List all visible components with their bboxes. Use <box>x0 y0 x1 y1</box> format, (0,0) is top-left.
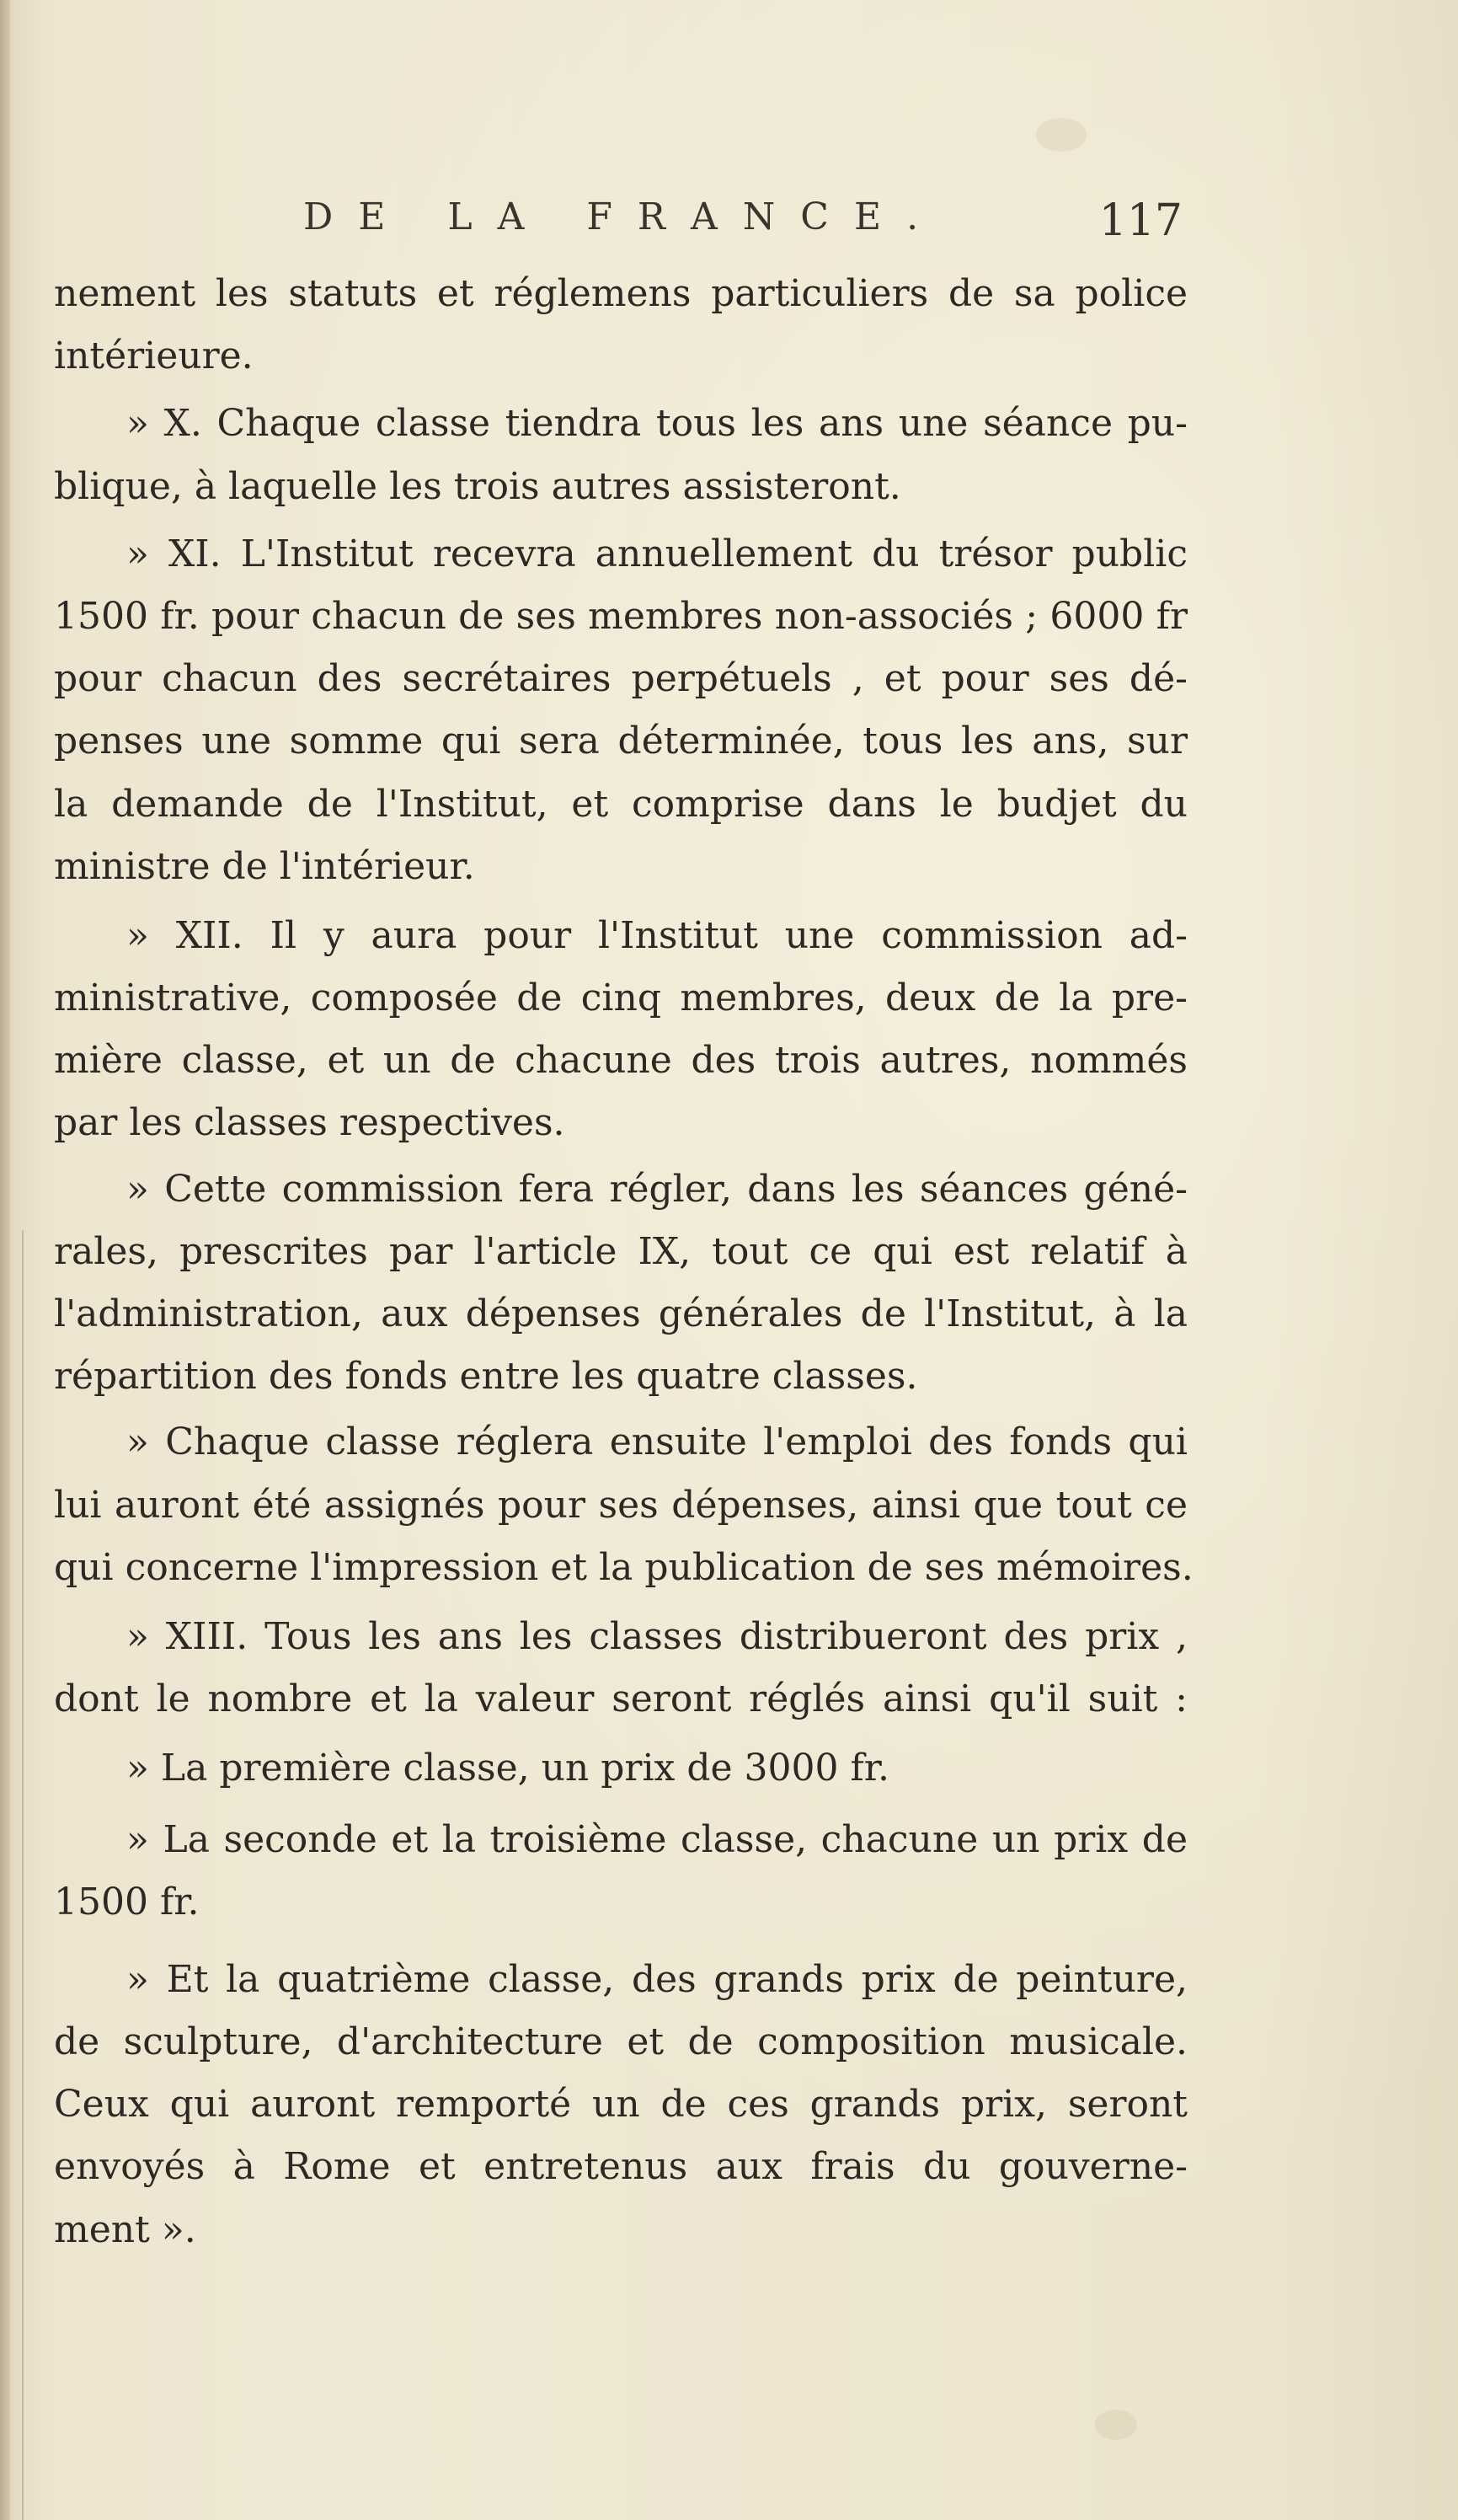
text-line: » Cette commission fera régler, dans les séances géné- <box>126 1167 1188 1211</box>
text-line: mière classe, et un de chacune des trois autres, nommés <box>54 1039 1188 1083</box>
text-line: penses une somme qui sera déterminée, tous les ans, sur <box>54 720 1188 763</box>
running-title: DE LA FRANCE. <box>303 195 944 238</box>
text-line: » XI. L'Institut recevra annuellement du trésor public <box>126 532 1188 575</box>
text-line: » La seconde et la troisième classe, chacune un prix de <box>126 1817 1188 1861</box>
text-line: répartition des fonds entre les quatre classes. <box>54 1355 918 1399</box>
text-line: » Chaque classe réglera ensuite l'emploi des fonds qui <box>126 1421 1188 1464</box>
text-line: qui concerne l'impression et la publication de ses mémoires. <box>54 1545 1194 1589</box>
text-line: blique, à laquelle les trois autres assisteront. <box>54 464 901 508</box>
text-line: intérieure. <box>54 334 254 378</box>
text-line: nement les statuts et réglemens particuliers de sa police <box>54 272 1188 315</box>
foxing-spot <box>1036 118 1087 152</box>
binding-edge <box>0 0 10 2520</box>
running-head <box>303 195 1183 254</box>
text-line: ministrative, composée de cinq membres, deux de la pre- <box>54 976 1188 1020</box>
text-line: » XIII. Tous les ans les classes distribueront des prix , <box>126 1614 1188 1658</box>
text-line: ment ». <box>54 2207 196 2251</box>
text-line: de sculpture, d'architecture et de composition musicale. <box>54 2020 1188 2064</box>
text-line: » X. Chaque classe tiendra tous les ans une séance pu- <box>126 402 1188 446</box>
text-line: 1500 fr. pour chacun de ses membres non-associés ; 6000 fr <box>54 594 1188 638</box>
text-line: ministre de l'intérieur. <box>54 844 475 888</box>
text-line: 1500 fr. <box>54 1880 200 1923</box>
text-line: » Et la quatrième classe, des grands prix de peinture, <box>126 1957 1188 2001</box>
text-line: rales, prescrites par l'article IX, tout ce qui est relatif à <box>54 1229 1188 1273</box>
text-line: par les classes respectives. <box>54 1101 565 1145</box>
page-number: 117 <box>1098 195 1183 246</box>
body-text <box>54 263 1194 2261</box>
text-line: la demande de l'Institut, et comprise dans le budjet du <box>54 782 1188 826</box>
text-line: envoyés à Rome et entretenus aux frais du gouverne- <box>54 2145 1188 2189</box>
gutter-shadow <box>22 1230 24 2520</box>
text-line: l'administration, aux dépenses générales de l'Institut, à la <box>54 1292 1188 1335</box>
text-line: pour chacun des secrétaires perpétuels , et pour ses dé- <box>54 657 1188 701</box>
text-line: Ceux qui auront remporté un de ces grands prix, seront <box>54 2083 1188 2127</box>
text-line: » La première classe, un prix de 3000 fr. <box>126 1747 889 1790</box>
text-line: » XII. Il y aura pour l'Institut une commission ad- <box>126 913 1188 957</box>
foxing-spot <box>1095 2410 1137 2440</box>
text-line: lui auront été assignés pour ses dépenses, ainsi que tout ce <box>54 1483 1188 1527</box>
text-line: dont le nombre et la valeur seront réglés ainsi qu'il suit : <box>54 1677 1188 1721</box>
